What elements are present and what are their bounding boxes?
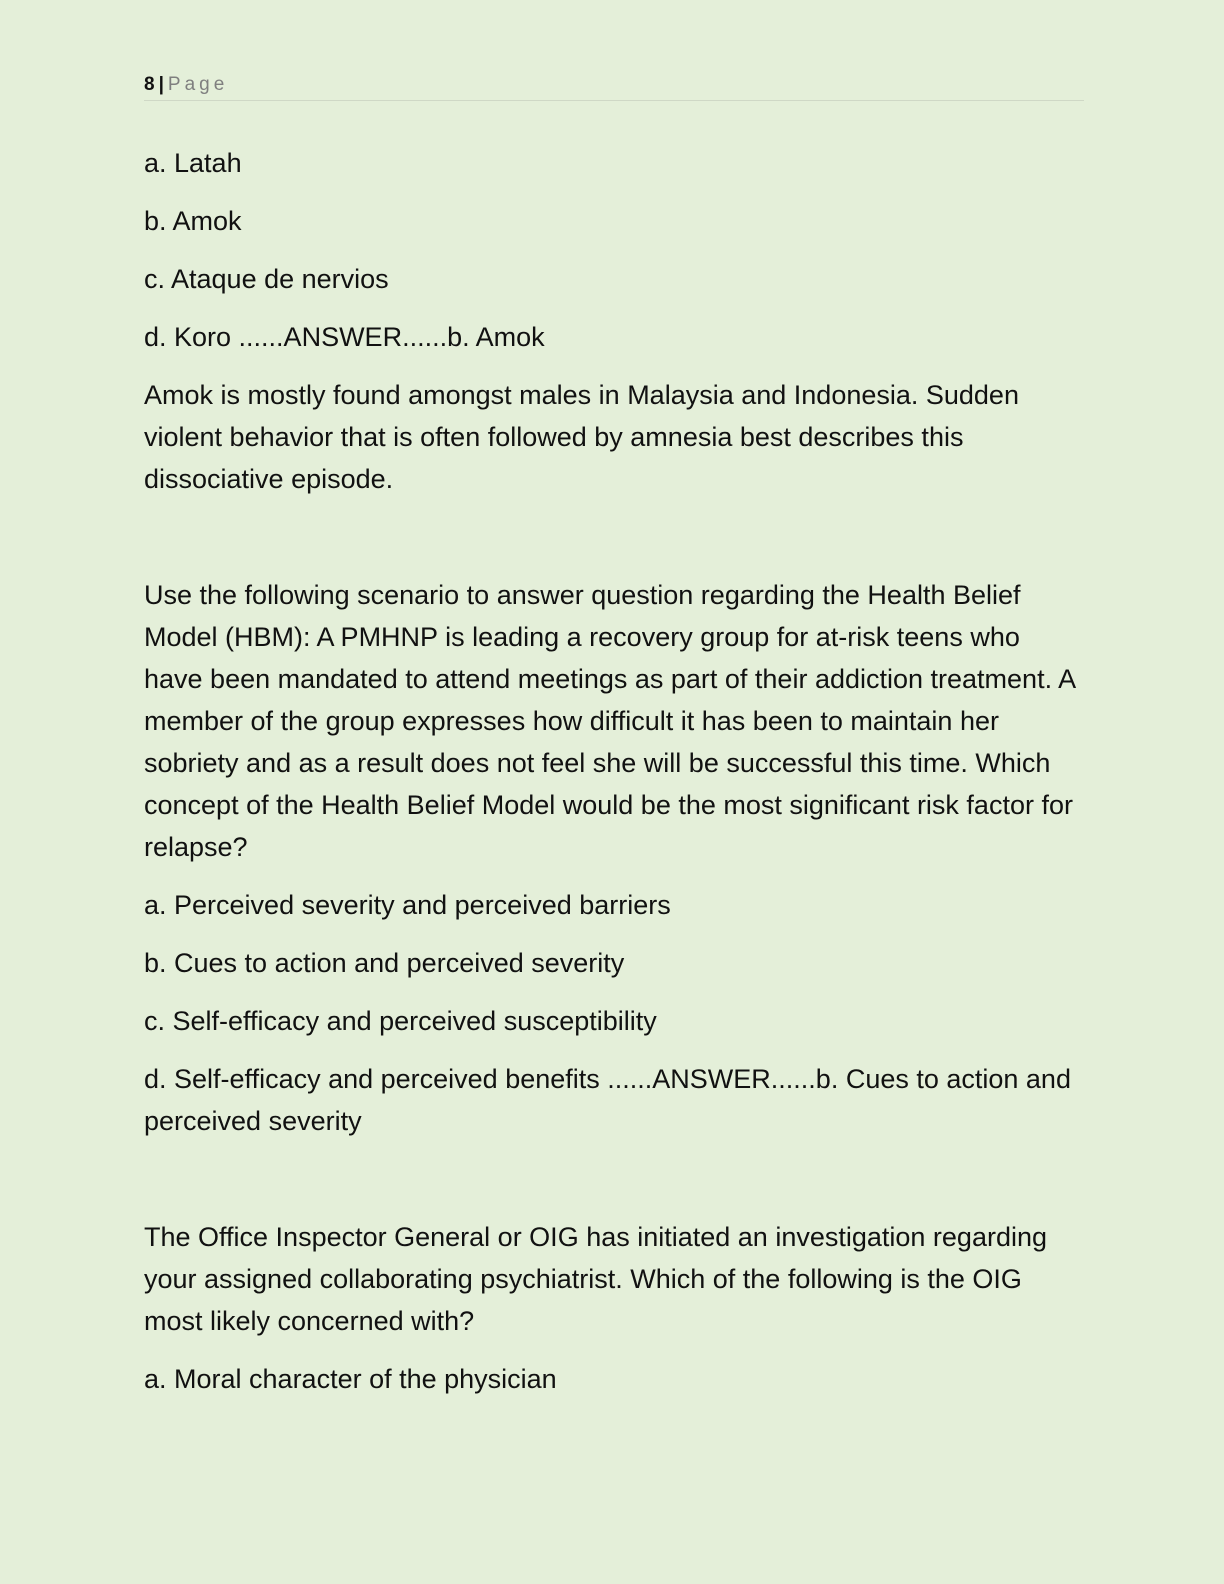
- document-body: [144, 142, 1084, 1416]
- q2-option-c: c. Self-efficacy and perceived susceptibility: [144, 1006, 657, 1036]
- page-number: 8: [144, 74, 155, 95]
- q3-option-a: a. Moral character of the physician: [144, 1364, 557, 1394]
- q2-option-d-answer: d. Self-efficacy and perceived benefits ......ANSWER......b. Cues to action and perceived severity: [144, 1064, 1071, 1136]
- q1-option-b: b. Amok: [144, 206, 242, 236]
- paragraph-gap: [144, 516, 1084, 574]
- q1-option-a: a. Latah: [144, 148, 242, 178]
- q2-question: Use the following scenario to answer question regarding the Health Belief Model (HBM): A PMHNP is leading a recovery group for at-risk teens who have been mandated to attend meetings as part of their addiction treatment. A member of the group expresses how difficult it has been to maintain her sobriety and as a result does not feel she will be successful this time. Which concept of the Health Belief Model would be the most significant risk factor for relapse?: [144, 580, 1075, 862]
- q1-option-c: c. Ataque de nervios: [144, 264, 389, 294]
- q3-question: The Office Inspector General or OIG has initiated an investigation regarding your assigned collaborating psychiatrist. Which of the following is the OIG most likely concerned with?: [144, 1222, 1047, 1336]
- page-label: Page: [167, 74, 229, 95]
- page-header: [144, 72, 1084, 101]
- q1-explanation: Amok is mostly found amongst males in Malaysia and Indonesia. Sudden violent behavior that is often followed by amnesia best describes this dissociative episode.: [144, 380, 1019, 494]
- page-separator: |: [158, 74, 164, 95]
- paragraph-gap: [144, 1158, 1084, 1216]
- q1-option-d-answer: d. Koro ......ANSWER......b. Amok: [144, 322, 545, 352]
- q2-option-a: a. Perceived severity and perceived barriers: [144, 890, 671, 920]
- q2-option-b: b. Cues to action and perceived severity: [144, 948, 625, 978]
